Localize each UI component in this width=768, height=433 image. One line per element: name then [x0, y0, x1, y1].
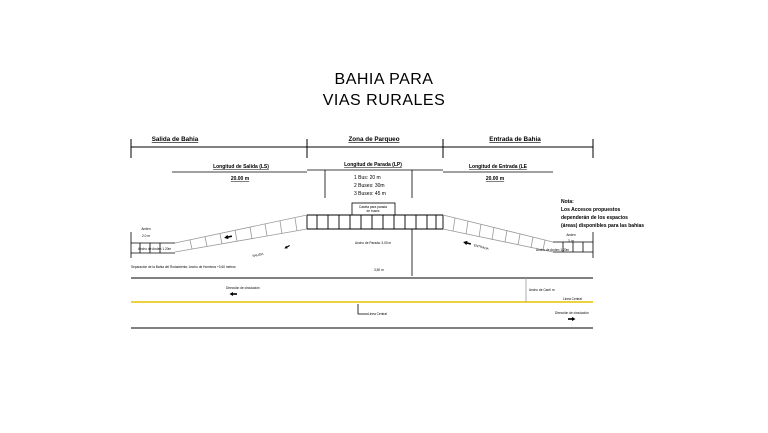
salida-arrow [224, 234, 233, 240]
entrada-direction-label: ENTRADA [473, 243, 490, 251]
parada-length-label: Longitud de Parada (LP) [344, 162, 402, 168]
nota-line-1: Los Accesos propuestos [561, 207, 621, 213]
bus-count-3: 3 Buses: 45 m [354, 191, 386, 197]
salida-length-value: 20.00 m [230, 176, 250, 182]
linea-central-right-label: Linea Central [563, 297, 582, 301]
shelter-label-1: Caseta para parada [358, 205, 388, 209]
direccion-right-label: Dirección de circulación [555, 311, 589, 315]
right-anden-width: Ancho de Anden 1.20m [536, 248, 570, 252]
ancho-parada-label: Ancho de Parada: 3,00 m [355, 241, 392, 245]
zone-salida-label: Salida de Bahia [151, 136, 199, 143]
zone-parqueo-label: Zona de Parqueo [348, 136, 400, 143]
parking-curb-strip [307, 215, 443, 229]
nota-heading: Nota: [561, 199, 574, 205]
separacion-text: Separación de la Bahia del Rodamiento: Ancho de Hombros +3.60 metros [131, 265, 236, 269]
title-line-2: VIAS RURALES [322, 92, 446, 109]
bus-count-1: 1 Bus: 20 m [354, 175, 381, 181]
title-line-1: BAHIA PARA [334, 71, 434, 88]
linea-central-leader [358, 304, 368, 314]
linea-central-bottom-label: Linea Central [368, 312, 387, 316]
bus-count-2: 2 Buses: 30m [354, 183, 385, 189]
entrada-length-label: Longitud de Entrada (LE [468, 164, 528, 170]
shelter-label-2: de buses [366, 209, 380, 213]
left-anden-label: Anden [141, 227, 151, 231]
salida-length-label: Longitud de Salida (LS) [213, 164, 269, 170]
entrada-arrow [463, 240, 472, 246]
left-anden-width: Ancho de Anden 1.20m [138, 247, 172, 251]
direccion-right-arrow [568, 317, 576, 321]
nota-line-2: dependerán de los espacios [561, 215, 628, 221]
entrada-taper [443, 215, 553, 252]
direccion-left-arrow [230, 292, 238, 296]
left-anden-value: 2.0 m [142, 234, 150, 238]
ancho-carril-label: Ancho de Carril m [529, 288, 555, 292]
salida-direction-label: SALIDA [251, 251, 264, 259]
salida-small-arrow [284, 244, 291, 250]
nota-line-3: (áreas) disponibles para las bahias [561, 223, 645, 229]
right-anden-value: 3. m [567, 239, 575, 243]
entrada-length-value: 20.00 m [485, 176, 505, 182]
right-anden-label: Anden [566, 233, 576, 237]
dim-350: 3,50 m [374, 268, 384, 272]
zone-entrada-label: Entrada de Bahia [489, 136, 541, 143]
left-anden [131, 232, 175, 258]
direccion-left-label: Dirección de circulación [226, 286, 260, 290]
